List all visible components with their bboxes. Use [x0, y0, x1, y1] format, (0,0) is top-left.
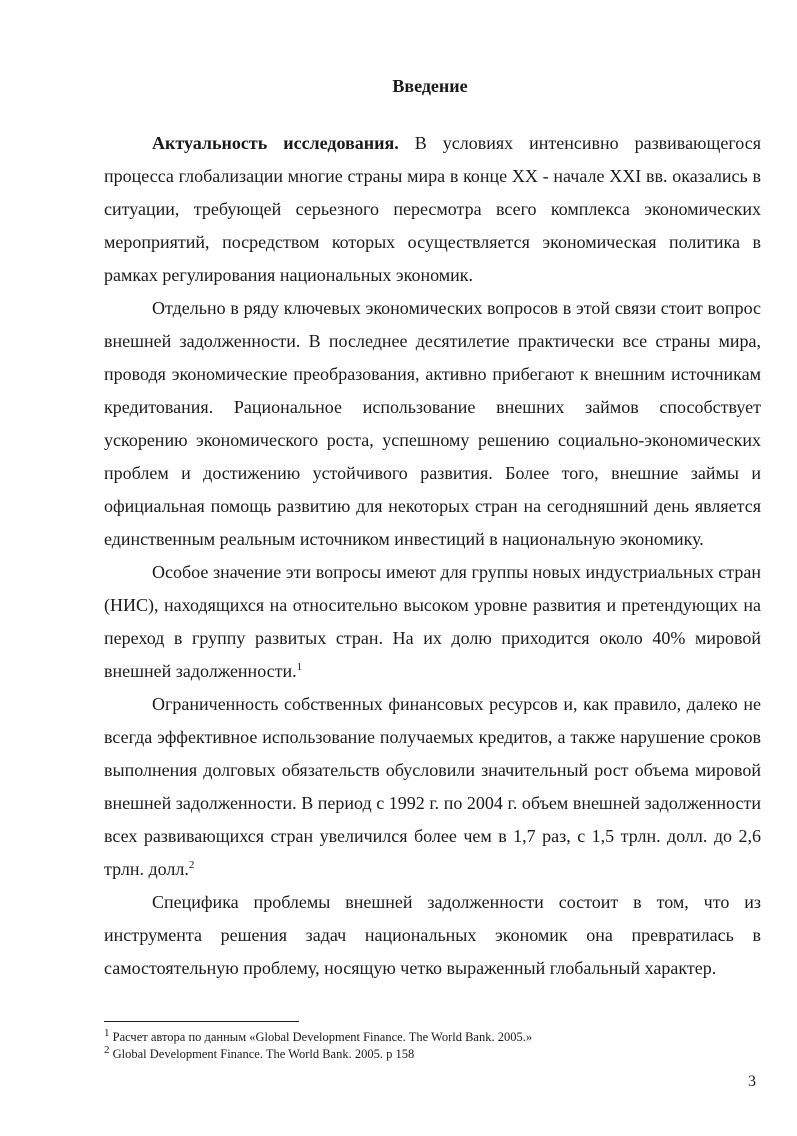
footnote-2: [104, 1043, 761, 1063]
page-title: Введение: [392, 76, 468, 96]
paragraph-5: Специфика проблемы внешней задолженности состоит в том, что из инструмента решения задач национальных экономик она превратилась в самостоятельную проблему, носящую четко выраженный глобальный характер.: [104, 892, 761, 978]
footnote-text: Расчет автора по данным «Global Development Finance. The World Bank. 2005.»: [109, 1030, 533, 1044]
footnote-number: 1: [104, 1026, 110, 1039]
paragraph-text: Ограниченность собственных финансовых ресурсов и, как правило, далеко не всегда эффективное использование получаемых кредитов, а также нарушение сроков выполнения долговых обязательств обусловили значительный рост объема мировой внешней задолженности. В период с 1992 г. по 2004 г. объем внешней задолженности всех развивающихся стран увеличился более чем в 1,7 раз, с 1,5 трлн. долл. до 2,6 трлн. долл.: [104, 694, 761, 879]
footnotes: [104, 1026, 761, 1063]
paragraph-3: [104, 556, 761, 688]
footnote-1: [104, 1026, 761, 1046]
paragraph-1: [104, 127, 761, 292]
page-number: 3: [748, 1073, 756, 1090]
paragraph-text: Особое значение эти вопросы имеют для группы новых индустриальных стран (НИС), находящихся на относительно высоком уровне развития и претендующих на переход в группу развитых стран. На их долю приходится около 40% мировой внешней задолженности.: [104, 562, 761, 681]
footnote-number: 2: [104, 1043, 110, 1056]
footnote-ref-1: 1: [296, 661, 303, 673]
paragraph-lead: Актуальность исследования.: [152, 133, 399, 153]
paragraph-2: Отдельно в ряду ключевых экономических вопросов в этой связи стоит вопрос внешней задолженности. В последнее десятилетие практически все страны мира, проводя экономические преобразования, активно прибегают к внешним источникам кредитования. Рациональное использование внешних займов способствует ускорению экономического роста, успешному решению социально-экономических проблем и достижению устойчивого развития. Более того, внешние займы и официальная помощь развитию для некоторых стран на сегодняшний день является единственным реальным источником инвестиций в национальную экономику.: [104, 298, 761, 549]
footnote-divider: [104, 1021, 299, 1022]
paragraph-4: [104, 688, 761, 886]
footnote-text: Global Development Finance. The World Bank. 2005. p 158: [109, 1047, 415, 1061]
body-text: [104, 127, 761, 985]
paragraph-text: В условиях интенсивно развивающегося процесса глобализации многие страны мира в конце XX - начале XXI вв. оказались в ситуации, требующей серьезного пересмотра всего комплекса экономических мероприятий, посредством которых осуществляется экономическая политика в рамках регулирования национальных экономик.: [104, 133, 762, 285]
footnote-ref-2: 2: [188, 859, 195, 871]
